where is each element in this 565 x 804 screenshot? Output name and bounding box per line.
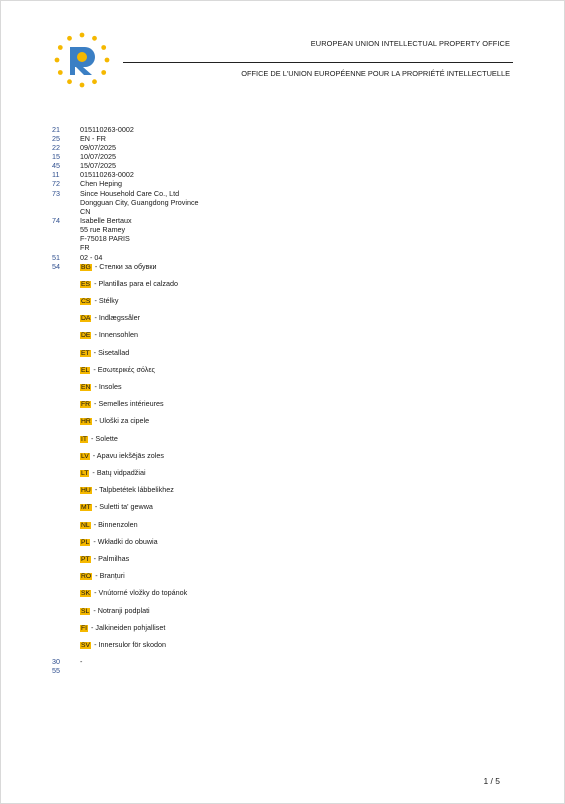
product-text: - Innensohlen (92, 330, 139, 339)
language-code: PL (81, 539, 90, 546)
field-code: 74 (52, 216, 60, 225)
product-item-en (80, 382, 122, 392)
field-code: 73 (52, 189, 60, 198)
product-text: - Batų vidpadžiai (90, 468, 146, 477)
product-item-el (80, 365, 155, 375)
office-name-fr: OFFICE DE L'UNION EUROPÉENNE POUR LA PROPRIÉTÉ INTELLECTUELLE (241, 69, 510, 78)
product-item-et (80, 348, 129, 358)
product-item-de (80, 330, 138, 340)
product-text: - Uloški za cipele (92, 416, 150, 425)
language-code: HR (81, 418, 91, 425)
field-value: 55 rue Ramey (80, 225, 126, 234)
product-text: - Palmilhas (91, 554, 130, 563)
field-code: 45 (52, 161, 60, 170)
product-text: - Vnútorné vložky do topánok (92, 588, 188, 597)
product-text: - Branțuri (93, 571, 125, 580)
field-code: 51 (52, 253, 60, 262)
field-code: 55 (52, 666, 60, 675)
product-item-sk (80, 588, 187, 598)
product-text: - Indlægssåler (92, 313, 140, 322)
field-value: 015110263-0002 (80, 170, 134, 179)
product-text: - Solette (89, 434, 118, 443)
field-value: 15/07/2025 (80, 161, 116, 170)
field-code: 25 (52, 134, 60, 143)
product-item-lt (80, 468, 146, 478)
language-code: SL (81, 608, 90, 615)
field-value: 10/07/2025 (80, 152, 116, 161)
field-code: 72 (52, 179, 60, 188)
field-value: Chen Heping (80, 179, 122, 188)
language-code: HU (81, 487, 91, 494)
language-code: ES (81, 281, 91, 288)
product-item-da (80, 313, 140, 323)
language-code: DA (81, 315, 91, 322)
language-code: FR (81, 401, 91, 408)
product-item-pl (80, 537, 158, 547)
field-value: Since Household Care Co., Ltd (80, 189, 180, 198)
product-text: - Notranji podplati (91, 606, 150, 615)
page-number: 1 / 5 (483, 776, 500, 786)
product-item-hu (80, 485, 174, 495)
language-code: MT (81, 504, 91, 511)
field-code: 21 (52, 125, 60, 134)
language-code: PT (81, 556, 90, 563)
product-item-it (80, 434, 118, 444)
field-code: 11 (52, 170, 60, 179)
product-text: - Stélky (92, 296, 119, 305)
product-item-ro (80, 571, 125, 581)
product-item-fi (80, 623, 165, 633)
product-text: - Стелки за обувки (92, 262, 157, 271)
field-value: F-75018 PARIS (80, 234, 130, 243)
product-text: - Sisetallad (91, 348, 130, 357)
product-text: - Plantillas para el calzado (92, 279, 178, 288)
language-code: FI (81, 625, 88, 632)
office-name-en: EUROPEAN UNION INTELLECTUAL PROPERTY OFFICE (310, 39, 510, 48)
header-divider (123, 62, 513, 63)
product-item-hr (80, 416, 149, 426)
product-text: - Binnenzolen (91, 520, 138, 529)
product-item-lv (80, 451, 164, 461)
field-code: 15 (52, 152, 60, 161)
field-value: 09/07/2025 (80, 143, 116, 152)
field-value: FR (80, 243, 90, 252)
language-code: ET (81, 350, 90, 357)
field-value: 02 - 04 (80, 253, 103, 262)
product-item-cs (80, 296, 118, 306)
field-value: Isabelle Bertaux (80, 216, 132, 225)
euipo-logo-icon (53, 31, 111, 89)
language-code: SK (81, 590, 91, 597)
product-text: - Jalkineiden pohjalliset (89, 623, 166, 632)
field-value: Dongguan City, Guangdong Province (80, 198, 199, 207)
product-item-pt (80, 554, 129, 564)
field-code: 54 (52, 262, 60, 271)
product-text: - Innersulor för skodon (92, 640, 166, 649)
field-code: 22 (52, 143, 60, 152)
product-item-sv (80, 640, 166, 650)
field-value: 015110263-0002 (80, 125, 134, 134)
product-text: - Εσωτερικές σόλες (91, 365, 156, 374)
language-code: EN (81, 384, 91, 391)
product-item-fr (80, 399, 164, 409)
product-text: - Semelles intérieures (92, 399, 164, 408)
product-item-sl (80, 606, 150, 616)
language-code: BG (81, 264, 91, 271)
field-code: 30 (52, 657, 60, 666)
product-text: - Talpbetétek lábbelikhez (92, 485, 174, 494)
product-item-es (80, 279, 178, 289)
language-code: CS (81, 298, 91, 305)
product-text: - Suletti ta' gewwa (92, 502, 153, 511)
language-code: LV (81, 453, 89, 460)
language-code: SV (81, 642, 91, 649)
language-code: NL (81, 522, 90, 529)
product-text: - Apavu iekšējās zoles (90, 451, 164, 460)
field-value: EN - FR (80, 134, 106, 143)
product-item-mt (80, 502, 153, 512)
language-code: LT (81, 470, 89, 477)
product-text: - Insoles (92, 382, 122, 391)
language-code: EL (81, 367, 90, 374)
language-code: RO (81, 573, 92, 580)
product-item-nl (80, 520, 138, 530)
field-value: - (80, 657, 83, 666)
product-text: - Wkładki do obuwia (91, 537, 158, 546)
language-code: DE (81, 332, 91, 339)
field-value: CN (80, 207, 91, 216)
language-code: IT (81, 436, 88, 443)
product-item-bg (80, 262, 157, 272)
